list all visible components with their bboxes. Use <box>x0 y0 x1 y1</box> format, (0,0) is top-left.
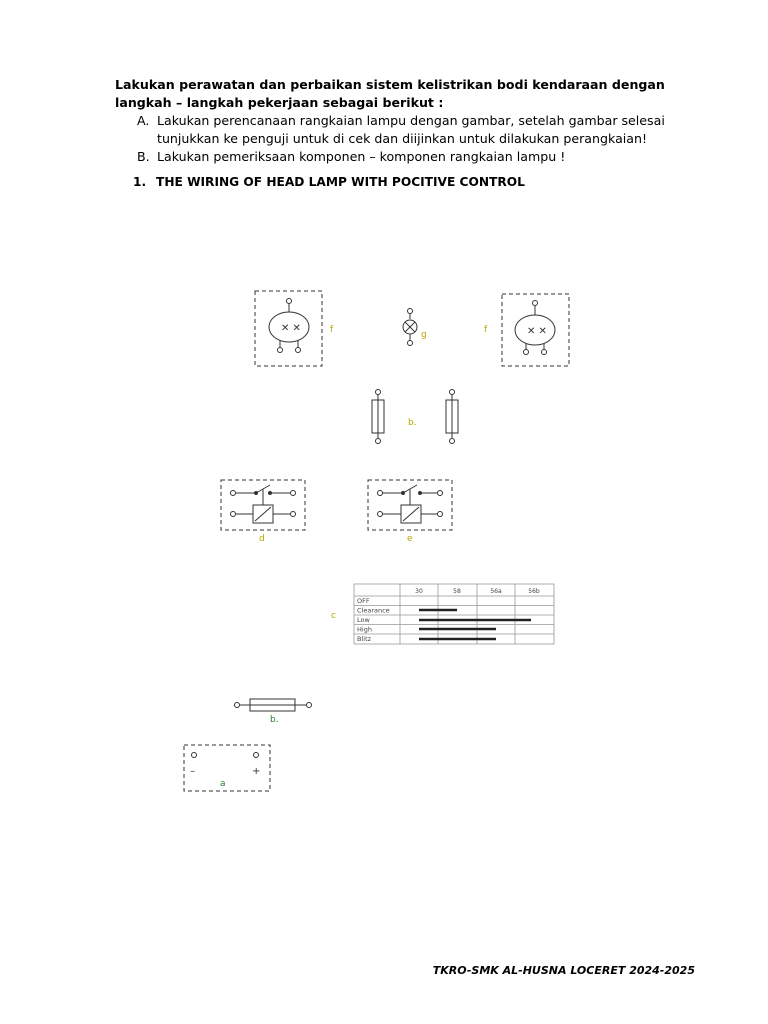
label-battery: a <box>220 779 226 789</box>
table-row-label: Blitz <box>357 635 372 643</box>
pilot-lamp <box>403 309 417 346</box>
table-row-label: High <box>357 625 372 634</box>
footer-text: TKRO-SMK AL-HUSNA LOCERET 2024-2025 <box>432 964 695 977</box>
fuse-inline <box>235 699 312 711</box>
label-fuse-inline: b. <box>270 715 279 725</box>
label-headlamp-right: f <box>484 325 488 335</box>
section-number: 1. <box>133 175 147 189</box>
table-header-cell: 56a <box>490 588 502 595</box>
instruction-text: Lakukan perencanaan rangkaian lampu dengan gambar, setelah gambar selesai tunjukkan ke penguji untuk di cek dan diijinkan untuk dilakukan perangkaian! <box>157 113 665 146</box>
label-fuses: b. <box>408 418 417 428</box>
svg-text:✕ ✕: ✕ ✕ <box>281 323 301 334</box>
relay-2 <box>368 480 452 530</box>
instructions-lead: Lakukan perawatan dan perbaikan sistem kelistrikan bodi kendaraan dengan langkah – langkah pekerjaan sebagai berikut : <box>115 77 665 110</box>
table-row-label: OFF <box>357 597 370 605</box>
fuse-1 <box>372 390 384 444</box>
relay-1 <box>221 480 305 530</box>
instruction-marker: B. <box>137 149 150 164</box>
fuse-2 <box>446 390 458 444</box>
instruction-text: Lakukan pemeriksaan komponen – komponen rangkaian lampu ! <box>157 149 566 164</box>
label-relay-1: d <box>259 534 265 544</box>
table-header-cell: 56b <box>528 588 540 595</box>
headlamp-right <box>502 294 569 366</box>
section-title: THE WIRING OF HEAD LAMP WITH POCITIVE CONTROL <box>156 175 525 189</box>
instruction-marker: A. <box>137 113 150 128</box>
table-header-cell: 30 <box>415 588 423 595</box>
label-relay-2: e <box>407 534 413 544</box>
battery-negative-label: – <box>190 766 195 777</box>
table-row-label: Low <box>357 616 370 624</box>
table-header-cell: 58 <box>453 588 461 595</box>
label-headlamp-left: f <box>330 325 334 335</box>
battery-positive-label: + <box>252 766 261 777</box>
label-pilot-lamp: g <box>421 330 427 340</box>
headlamp-left <box>255 291 322 366</box>
label-switch-table: c <box>331 611 336 621</box>
table-row-label: Clearance <box>357 606 390 615</box>
svg-text:✕ ✕: ✕ ✕ <box>527 326 547 337</box>
